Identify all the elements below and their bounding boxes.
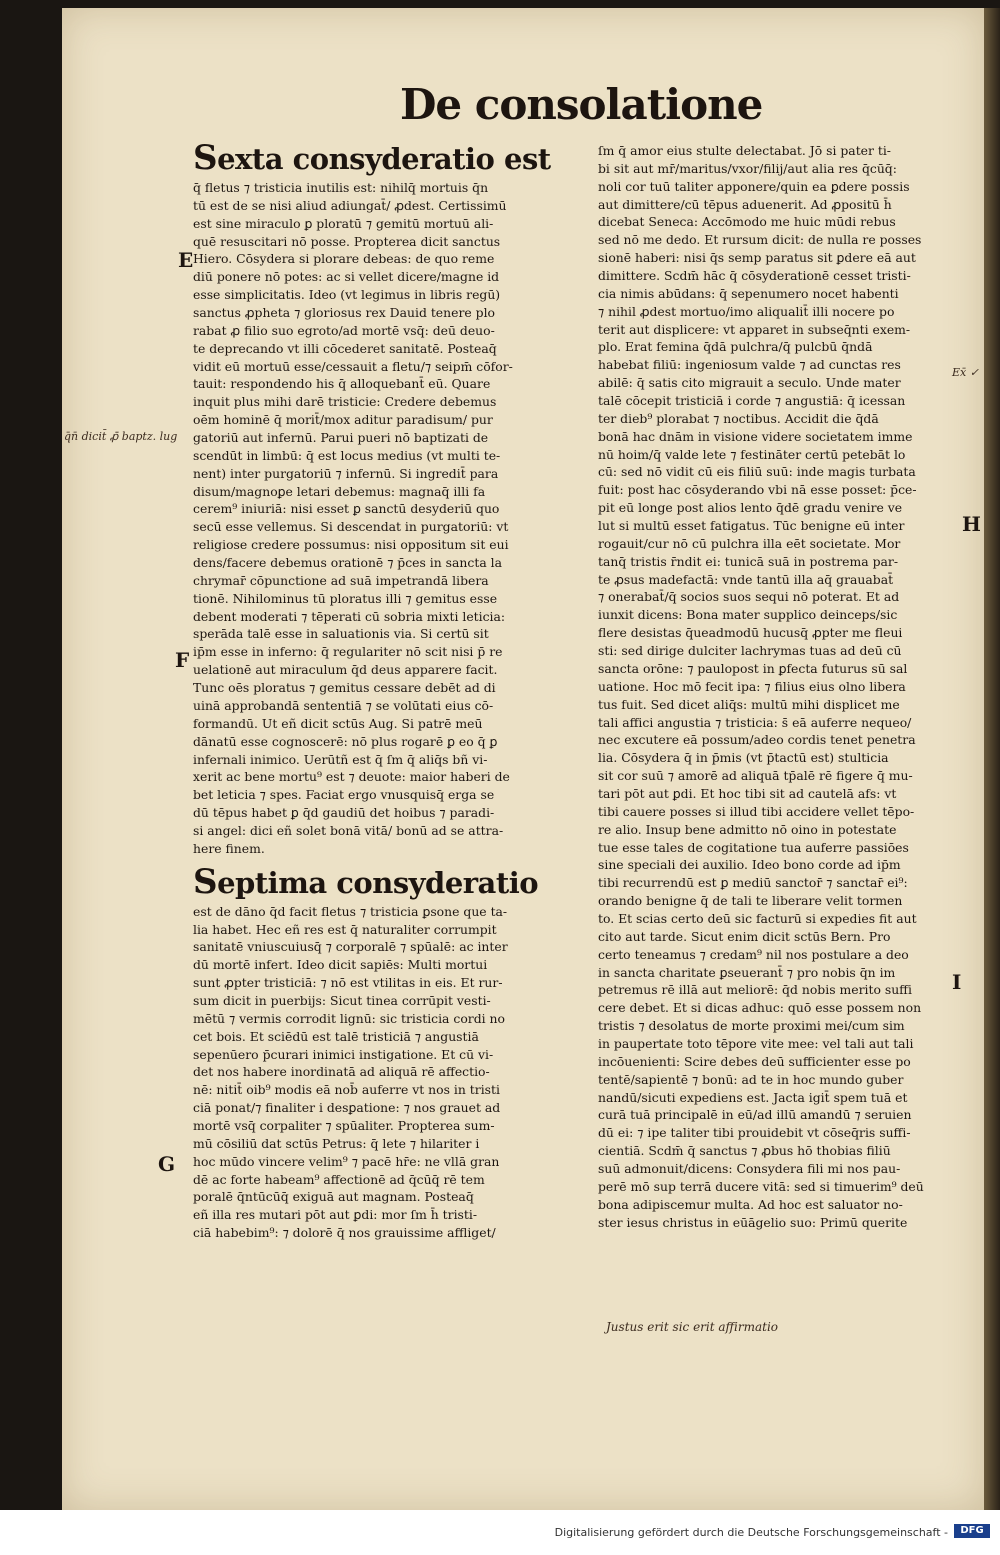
left-text-line: eñ illa res mutari pōt aut ꝑdi: mor ſm h̄ tristi-	[193, 1207, 478, 1223]
left-text-line: sunt ꝓpter tristiciā: ⁊ nō est vtilitas in eis. Et rur-	[193, 975, 503, 991]
right-text-line: in sancta charitate ꝑseuerant̄ ⁊ pro nobis q̄n im	[598, 964, 896, 980]
right-text-line: lia. Cōsydera q̄ in p̄mis (vt p̄tactū est) stulticia	[598, 750, 889, 766]
left-text-line: si angel: dici eñ solet bonā vitā/ bonū ad se attra-	[193, 822, 504, 838]
margin-letter-h: H	[962, 512, 981, 536]
right-text-line: cū: sed nō vidit cū eis filiū suū: inde magis turbata	[598, 464, 916, 480]
right-text-line: in paupertate toto tēpore vite mee: vel tali aut tali	[598, 1035, 914, 1051]
right-text-line: sancta orōne: ⁊ paulopost in ꝑfecta futurus sū sal	[598, 660, 908, 676]
right-text-line: tali affici angustia ⁊ tristicia: s̄ eā auferre nequeo/	[598, 714, 912, 730]
right-text-line: terit aut displicere: vt apparet in subseq̄nti exem-	[598, 321, 911, 337]
right-text-line: sionē haberi: nisi q̄s semp paratus sit ꝑdere eā aut	[598, 250, 916, 266]
right-text-line: sti: sed dirige dulciter lachrymas tuas ad deū cū	[598, 643, 902, 659]
right-text-line: cito aut tarde. Sicut enim dicit sctūs Bern. Pro	[598, 928, 891, 944]
right-text-line: habebat filiū: ingeniosum valde ⁊ ad cunctas res	[598, 357, 901, 373]
left-text-line: est de dāno q̄d facit fletus ⁊ tristicia ꝑsone que ta-	[193, 903, 508, 919]
right-text-line: incōuenienti: Scire debes deū sufficienter esse po	[598, 1053, 911, 1069]
left-text-line: sepenūero p̄curari inimici instigatione. Et cū vi-	[193, 1046, 494, 1062]
left-text-line: dū mortē infert. Ideo dicit sapiēs: Multi mortui	[193, 957, 488, 973]
left-text-line: mū cōsiliū dat sctūs Petrus: q̄ lete ⁊ hilariter i	[193, 1135, 480, 1151]
right-text-line: tentē/sapientē ⁊ bonū: ad te in hoc mundo guber	[598, 1071, 904, 1087]
right-text-line: ter dieb⁹ plorabat ⁊ noctibus. Accidit die q̄dā	[598, 410, 879, 426]
left-text-line: formandū. Ut eñ dicit sctūs Aug. Si patrē meū	[193, 715, 483, 731]
right-text-line: tari pōt aut ꝑdi. Et hoc tibi sit ad cautelā afs: vt	[598, 785, 897, 801]
left-column	[193, 138, 578, 1242]
right-text-line: lut si multū esset fatigatus. Tūc benigne eū inter	[598, 518, 905, 534]
left-text-line: vidit eū mortuū esse/cessauit a fletu/⁊ seipm̄ cōfor-	[193, 358, 513, 374]
right-text-line: abilē: q̄ satis cito migrauit a seculo. Unde mater	[598, 375, 901, 391]
margin-note-bottom: Justus erit sic erit affirmatio	[606, 1320, 779, 1334]
footer-credit: Digitalisierung gefördert durch die Deutsche Forschungsgemeinschaft -	[554, 1526, 948, 1539]
left-text-line: tionē. Nihilominus tū ploratus illi ⁊ gemitus esse	[193, 590, 498, 606]
left-text-line: hoc mūdo vincere velim⁹ ⁊ pacē hr̄e: ne vllā gran	[193, 1153, 500, 1169]
left-text-line: oēm hominē q̄ morit̄/mox aditur paradisum/ pur	[193, 412, 493, 428]
left-text-line: nent) inter purgatoriū ⁊ infernū. Si ingredit̄ para	[193, 465, 499, 481]
right-text-line: bona adipiscemur multa. Ad hoc est saluator no-	[598, 1196, 903, 1212]
footer-bar	[0, 1510, 1000, 1555]
margin-note-left: q̄n̄ dicit̄ ꝓ̄ baptz. lug	[64, 430, 178, 443]
right-text-block	[598, 142, 990, 1231]
right-text-line: tue esse tales de cogitatione tua auferre passiōes	[598, 839, 909, 855]
left-text-line: te deprecando vt illi cōcederet sanitatē. Posteaq̄	[193, 340, 497, 356]
right-text-line: dicebat Seneca: Accōmodo me huic mūdi rebus	[598, 214, 896, 230]
left-text-line: ip̄m esse in inferno: q̄ regulariter nō scit nisi p̄ re	[193, 644, 503, 660]
left-text-line: tauit: respondendo his q̄ alloquebant̄ eū. Quare	[193, 376, 491, 392]
left-text-line: dē ac forte habeam⁹ affectionē ad q̄cūq̄ rē tem	[193, 1171, 485, 1187]
margin-letter-e: E	[178, 248, 194, 272]
section-heading-sexta: Sexta consyderatio est	[193, 138, 551, 178]
right-text-line: perē mō sup terrā ducere vitā: sed si timuerim⁹ deū	[598, 1178, 924, 1194]
left-text-block-a	[193, 179, 578, 858]
left-text-line: Tunc oēs ploratus ⁊ gemitus cessare debēt ad di	[193, 680, 496, 696]
right-text-line: tibi recurrendū est ꝑ mediū sanctor̄ ⁊ sanctar̄ ei⁹:	[598, 875, 908, 891]
left-text-line: uelationē aut miraculum q̄d deus apparere facit.	[193, 662, 498, 678]
right-text-line: nec excutere eā possum/adeo cordis tenet penetra	[598, 732, 916, 748]
left-text-line: disum/magnoꝑe letari debemus: magnaq̄ illi fa	[193, 483, 486, 499]
right-text-line: te ꝓsus madefactā: vnde tantū illa aq̄ grauabat̄	[598, 571, 894, 587]
right-text-line: tibi cauere posses si illud tibi accidere vellet tēpo-	[598, 803, 915, 819]
right-text-line: nū hoim/q̄ valde lete ⁊ festināter certū petebāt lo	[598, 446, 906, 462]
left-text-line: sum dicit in puerbijs: Sicut tinea corrūpit vesti-	[193, 992, 491, 1008]
left-text-line: inquit plus mihi darē tristicie: Credere debemus	[193, 394, 497, 410]
right-text-line: ⁊ nihil ꝓdest mortuo/imo aliqualit̄ illi nocere po	[598, 303, 895, 319]
left-text-line: sperāda talē esse in saluationis via. Si certū sit	[193, 626, 489, 642]
left-text-line: quē resuscitari nō posse. Propterea dicit sanctus	[193, 233, 501, 249]
margin-letter-g: G	[158, 1152, 176, 1176]
left-text-line: dānatū esse cognoscerē: nō plus rogarē ꝑ eo q̄ ꝑ	[193, 733, 498, 749]
left-text-line: bet leticia ⁊ spes. Faciat ergo vnusquisq̄ erga se	[193, 787, 495, 803]
right-text-line: certo teneamus ⁊ credam⁹ nil nos postulare a deo	[598, 946, 909, 962]
right-text-line: rogauit/cur nō cū pulchra illa eēt societate. Mor	[598, 535, 901, 551]
margin-note-right: Ex̄ ✓	[952, 366, 979, 379]
right-text-line: cientiā. Scdm̄ q̄ sanctus ⁊ ꝓbus hō thobias filiū	[598, 1143, 891, 1159]
right-text-line: uatione. Hoc mō fecit ipa: ⁊ filius eius olno libera	[598, 678, 906, 694]
left-text-line: tū est de se nisi aliud adiungat̄/ ꝓdest. Certissimū	[193, 197, 507, 213]
right-text-line: ⁊ onerabat̄/q̄ socios suos sequi nō poterat. Et ad	[598, 589, 900, 605]
right-text-line: iunxit dicens: Bona mater supplico deinceps/sic	[598, 607, 898, 623]
right-text-line: aut dimittere/cū tēpus aduenerit. Ad ꝓpositū h̄	[598, 196, 892, 212]
left-text-line: diū ponere nō potes: ac si vellet dicere/magne id	[193, 269, 500, 285]
right-text-line: suū admonuit/dicens: Consydera fili mi nos pau-	[598, 1160, 901, 1176]
right-text-line: dū ei: ⁊ ipe taliter tibi prouidebit vt cōseq̄ris suffi-	[598, 1125, 911, 1141]
right-text-line: curā tuā principalē in eū/ad illū amandū ⁊ seruien	[598, 1107, 912, 1123]
left-text-line: rabat ꝓ filio suo egroto/ad mortē vsq̄: deū deuo-	[193, 322, 495, 338]
right-text-line: dimittere. Scdm̄ hāc q̄ cōsyderationē cesset tristi-	[598, 268, 911, 284]
right-text-line: sit cor suū ⁊ amorē ad aliquā tp̄alē rē figere q̄ mu-	[598, 768, 913, 784]
left-text-line: dens/facere debemus orationē ⁊ p̄ces in sancta la	[193, 555, 502, 571]
right-text-line: tus fuit. Sed dicet aliq̄s: multū mihi displicet me	[598, 696, 900, 712]
page-title: De consolatione	[400, 80, 763, 129]
left-text-line: mētū ⁊ vermis corrodit lignū: sic tristicia cordi no	[193, 1010, 505, 1026]
right-text-line: pit eū longe post alios lento q̄dē gradu venire ve	[598, 500, 903, 516]
left-text-line: Hiero. Cōsydera si plorare debeas: de quo reme	[193, 251, 495, 267]
right-text-line: ſm q̄ amor eius stulte delectabat. Jō si pater ti-	[598, 143, 891, 158]
right-text-line: petremus rē illā aut meliorē: q̄d nobis merito suffi	[598, 982, 912, 998]
left-text-line: scendūt in limbū: q̄ est locus medius (vt multi te-	[193, 447, 501, 463]
left-text-line: here finem.	[193, 840, 265, 856]
left-text-line: cet bois. Et sciēdū est talē tristiciā ⁊ angustiā	[193, 1028, 479, 1044]
left-text-line: est sine miraculo ꝑ ploratū ⁊ gemitū mortuū ali-	[193, 215, 494, 231]
right-column	[598, 142, 990, 1231]
right-text-line: sine speciali dei auxilio. Ideo bono corde ad ip̄m	[598, 857, 901, 873]
left-text-line: det nos habere inordinatā ad aliquā rē affectio-	[193, 1064, 490, 1080]
left-text-line: dū tēpus habet ꝑ q̄d gaudiū det hoibus ⁊ paradi-	[193, 805, 495, 821]
right-text-line: re alio. Insup bene admitto nō oino in potestate	[598, 821, 897, 837]
left-text-line: gatoriū aut infernū. Parui pueri nō baptizati de	[193, 430, 489, 446]
left-text-line: debent moderati ⁊ tēperati cū sobria mixti leticia:	[193, 608, 506, 624]
right-text-line: plo. Erat femina q̄dā pulchra/q̄ pulcbū q̄ndā	[598, 339, 873, 355]
right-text-line: bonā hac dnām in visione videre societatem imme	[598, 428, 913, 444]
left-text-line: cerem⁹ iniuriā: nisi esset ꝑ sanctū desyderiū quo	[193, 501, 500, 517]
right-text-line: bi sit aut mr̄/maritus/vxor/filij/aut alia res q̄cūq̄:	[598, 160, 897, 176]
left-text-line: sanctus ꝓpheta ⁊ gloriosus rex Dauid tenere plo	[193, 305, 495, 321]
right-text-line: tanq̄ tristis r̄ndit ei: tunicā suā in postrema par-	[598, 553, 899, 569]
right-text-line: nandū/sicuti expediens est. Jacta igit̄ spem tuā et	[598, 1089, 908, 1105]
right-text-line: flere desistas q̄ueadmodū hucusq̄ ꝓpter me fleui	[598, 625, 903, 641]
left-text-line: lia habet. Hec eñ res est q̄ naturaliter corrumpit	[193, 921, 497, 937]
dfg-logo: DFG	[954, 1524, 990, 1538]
left-text-line: ciā habebim⁹: ⁊ dolorē q̄ nos grauissime affliget/	[193, 1225, 496, 1241]
left-text-line: mortē vsq̄ corpaliter ⁊ spūaliter. Propterea sum-	[193, 1117, 495, 1133]
left-text-line: q̄ fletus ⁊ tristicia inutilis est: nihilq̄ mortuis q̄n	[193, 180, 489, 195]
left-text-line: sanitatē vniuscuiusq̄ ⁊ corporalē ⁊ spūalē: ac inter	[193, 939, 508, 955]
left-text-line: poralē q̄ntūcūq̄ exiguā aut magnam. Posteaq̄	[193, 1189, 474, 1205]
left-text-line: xerit ac bene mortu⁹ est ⁊ deuote: maior haberi de	[193, 769, 510, 785]
left-text-line: chrymar̄ cōpunctione ad suā impetrandā libera	[193, 572, 489, 588]
left-text-block-b	[193, 903, 578, 1242]
left-text-line: nē: nitit̄ oib⁹ modis eā nob̄ auferre vt nos in tristi	[193, 1082, 500, 1098]
margin-letter-f: F	[175, 648, 190, 672]
left-text-line: uinā approbandā sententiā ⁊ se volūtati eius cō-	[193, 697, 494, 713]
right-text-line: cia nimis abūdans: q̄ sepenumero nocet habenti	[598, 285, 899, 301]
left-text-line: esse simplicitatis. Ideo (vt legimus in libris regū)	[193, 287, 501, 303]
margin-letter-i: I	[952, 970, 962, 994]
right-text-line: ster iesus christus in eūāgelio suo: Primū querite	[598, 1214, 908, 1230]
right-text-line: sed nō me dedo. Et rursum dicit: de nulla re posses	[598, 232, 922, 248]
left-text-line: secū esse vellemus. Si descendat in purgatoriū: vt	[193, 519, 509, 535]
right-text-line: cere debet. Et si dicas adhuc: quō esse possem non	[598, 1000, 922, 1016]
left-text-line: ciā ponat/⁊ finaliter i desꝑatione: ⁊ nos grauet ad	[193, 1100, 501, 1116]
right-text-line: tristis ⁊ desolatus de morte proximi mei/cum sim	[598, 1018, 905, 1034]
right-text-line: orando benigne q̄ de tali te liberare velit tormen	[598, 893, 903, 909]
left-text-line: religiose credere possumus: nisi oppositum sit eui	[193, 537, 509, 553]
right-text-line: noli cor tuū taliter apponere/quin ea ꝑdere possis	[598, 178, 910, 194]
right-text-line: talē cōcepit tristiciā i corde ⁊ angustiā: q̄ icessan	[598, 393, 906, 409]
section-heading-septima: Septima consyderatio	[193, 861, 539, 902]
right-text-line: fuit: post hac cōsyderando vbi nā esse posset: p̄ce-	[598, 482, 917, 498]
left-text-line: infernali inimico. Uerūtñ est q̄ ſm q̄ aliq̄s bñ vi-	[193, 751, 488, 767]
right-text-line: to. Et scias certo deū sic facturū si expedies fit aut	[598, 910, 917, 926]
